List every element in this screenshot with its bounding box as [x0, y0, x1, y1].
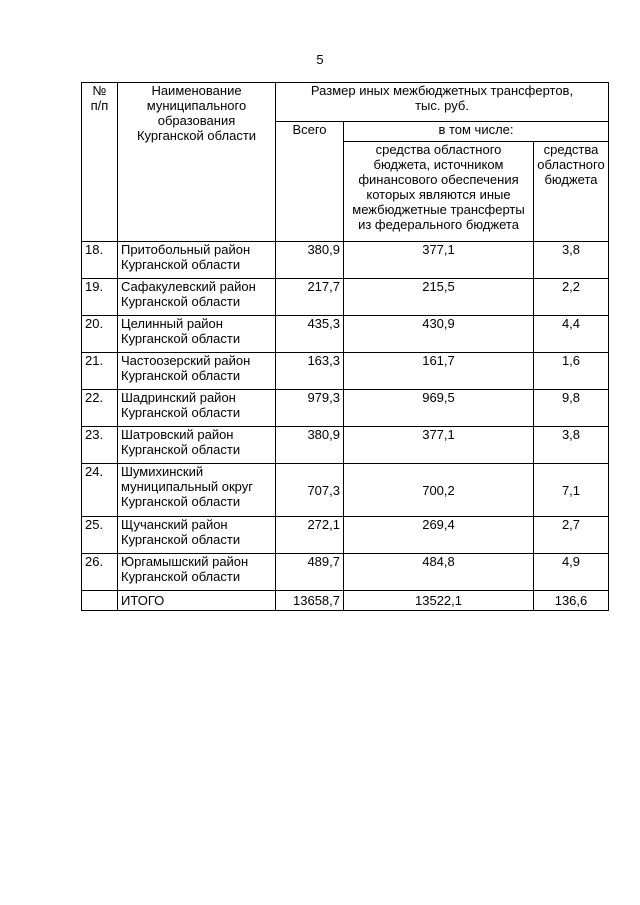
- regional-amount: 1,6: [534, 353, 609, 390]
- regional-amount: 2,7: [534, 517, 609, 554]
- row-number: 24.: [82, 464, 118, 517]
- row-number: 25.: [82, 517, 118, 554]
- row-number: 23.: [82, 427, 118, 464]
- row-number: 19.: [82, 279, 118, 316]
- federal-sourced-amount: 969,5: [344, 390, 534, 427]
- total-amount: 13658,7: [276, 591, 344, 611]
- municipality-name: Юргамышский район Курганской области: [118, 554, 276, 591]
- municipality-name: Притобольный район Курганской области: [118, 242, 276, 279]
- header-transfer-size: Размер иных межбюджетных трансфертов, тыс. руб.: [276, 83, 609, 122]
- header-municipality: Наименование муниципального образования Курганской области: [118, 83, 276, 242]
- header-total: Всего: [276, 122, 344, 242]
- header-number: № п/п: [82, 83, 118, 242]
- total-amount: 272,1: [276, 517, 344, 554]
- municipality-name: Шумихинский муниципальный округ Курганской области: [118, 464, 276, 517]
- header-federal-sourced: средства областного бюджета, источником финансового обеспечения которых являются иные межбюджетные трансферты из федерального бюджета: [344, 142, 534, 242]
- municipality-name: ИТОГО: [118, 591, 276, 611]
- table-row: [82, 316, 609, 353]
- table-row: [82, 390, 609, 427]
- municipality-name: Шадринский район Курганской области: [118, 390, 276, 427]
- row-number: 22.: [82, 390, 118, 427]
- table-row: [82, 353, 609, 390]
- total-amount: 380,9: [276, 427, 344, 464]
- municipality-name: Целинный район Курганской области: [118, 316, 276, 353]
- federal-sourced-amount: 161,7: [344, 353, 534, 390]
- federal-sourced-amount: 700,2: [344, 464, 534, 517]
- federal-sourced-amount: 377,1: [344, 427, 534, 464]
- page-number: 5: [316, 52, 324, 67]
- header-including: в том числе:: [344, 122, 609, 142]
- table-row: [82, 517, 609, 554]
- total-amount: 163,3: [276, 353, 344, 390]
- row-number: 20.: [82, 316, 118, 353]
- total-row: [82, 591, 609, 611]
- row-number: [82, 591, 118, 611]
- table-row: [82, 554, 609, 591]
- regional-amount: 4,9: [534, 554, 609, 591]
- total-amount: 979,3: [276, 390, 344, 427]
- regional-amount: 3,8: [534, 242, 609, 279]
- row-number: 21.: [82, 353, 118, 390]
- federal-sourced-amount: 215,5: [344, 279, 534, 316]
- header-regional: средства областного бюджета: [534, 142, 609, 242]
- federal-sourced-amount: 13522,1: [344, 591, 534, 611]
- transfers-table: [81, 82, 609, 611]
- table-row: [82, 464, 609, 517]
- municipality-name: Щучанский район Курганской области: [118, 517, 276, 554]
- table-row: [82, 242, 609, 279]
- regional-amount: 2,2: [534, 279, 609, 316]
- regional-amount: 3,8: [534, 427, 609, 464]
- table-row: [82, 279, 609, 316]
- federal-sourced-amount: 269,4: [344, 517, 534, 554]
- municipality-name: Частоозерский район Курганской области: [118, 353, 276, 390]
- municipality-name: Сафакулевский район Курганской области: [118, 279, 276, 316]
- total-amount: 489,7: [276, 554, 344, 591]
- municipality-name: Шатровский район Курганской области: [118, 427, 276, 464]
- total-amount: 707,3: [276, 464, 344, 517]
- federal-sourced-amount: 377,1: [344, 242, 534, 279]
- total-amount: 435,3: [276, 316, 344, 353]
- regional-amount: 9,8: [534, 390, 609, 427]
- row-number: 26.: [82, 554, 118, 591]
- total-amount: 217,7: [276, 279, 344, 316]
- table-body: [82, 242, 609, 611]
- federal-sourced-amount: 484,8: [344, 554, 534, 591]
- row-number: 18.: [82, 242, 118, 279]
- regional-amount: 7,1: [534, 464, 609, 517]
- regional-amount: 4,4: [534, 316, 609, 353]
- table-row: [82, 427, 609, 464]
- regional-amount: 136,6: [534, 591, 609, 611]
- total-amount: 380,9: [276, 242, 344, 279]
- federal-sourced-amount: 430,9: [344, 316, 534, 353]
